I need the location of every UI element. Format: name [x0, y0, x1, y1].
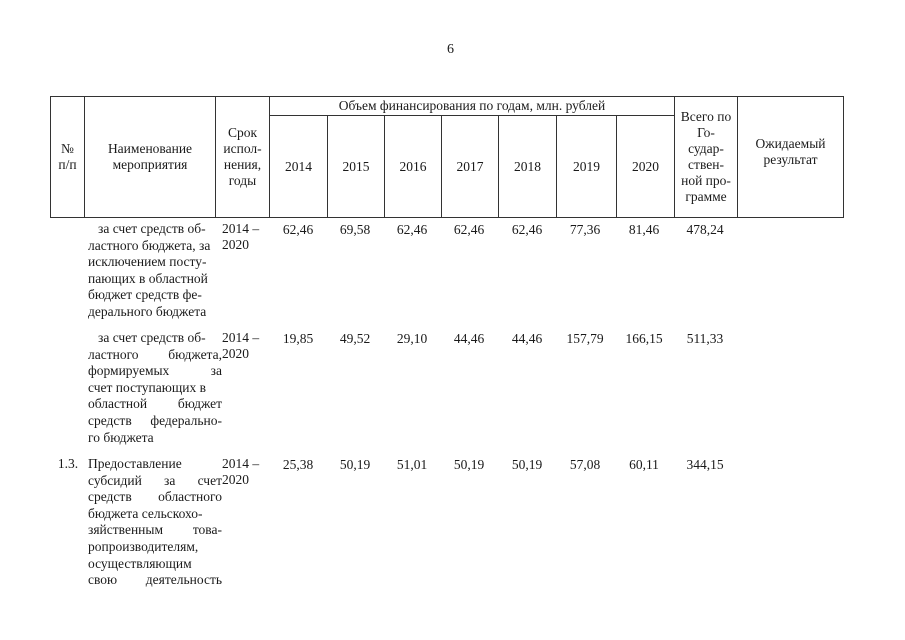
row-name: [88, 456, 222, 589]
row-name-line: областной бюджет: [88, 396, 222, 412]
row-value-2015: 50,19: [339, 457, 371, 472]
row-value-2017: 50,19: [453, 457, 485, 472]
row-term-line: 2014 –: [222, 330, 260, 345]
row-name-line: средств федерально-: [88, 412, 222, 428]
row-name-line: счет поступающих в: [88, 379, 206, 395]
header-funding-label: Объем финансирования по годам, млн. рублей: [338, 98, 606, 113]
row-total: 344,15: [686, 457, 724, 472]
header-result-label: Ожидаемый результат: [755, 136, 826, 167]
row-name-line: бюджет средств фе-: [88, 287, 202, 303]
row-total: 478,24: [686, 222, 724, 237]
row-value-2020: 166,15: [625, 331, 663, 346]
row-name: [88, 330, 222, 446]
row-term-line: 2020: [222, 472, 249, 487]
row-value-2015: 49,52: [339, 331, 371, 346]
header-year-2015: 2015: [342, 158, 370, 174]
row-name-line: свою деятельность: [88, 572, 222, 588]
header-year-2019: 2019: [573, 158, 600, 174]
row-value-2016: 62,46: [396, 222, 428, 237]
row-name-line: ластного бюджета, за: [88, 237, 211, 253]
header-year-2020: 2020: [632, 158, 659, 174]
row-term-line: 2014 –: [222, 456, 260, 471]
row-value-2018: 50,19: [511, 457, 543, 472]
row-term-line: 2020: [222, 237, 249, 252]
header-num-label: № п/п: [58, 141, 77, 172]
row-value-2019: 57,08: [569, 457, 601, 472]
row-value-2014: 25,38: [282, 457, 314, 472]
row-term: [222, 330, 268, 362]
row-value-2020: 81,46: [628, 222, 660, 237]
row-value-2015: 69,58: [339, 222, 371, 237]
row-name-line: формируемых за: [88, 363, 222, 379]
row-value-2016: 29,10: [396, 331, 428, 346]
row-term-line: 2014 –: [222, 221, 260, 236]
row-value-2018: 62,46: [511, 222, 543, 237]
row-term: [222, 221, 268, 253]
header-total-label: Всего по Го-судар-ствен-ной про-грамме: [680, 109, 732, 204]
row-name-line: субсидий за счет: [88, 472, 222, 488]
row-value-2019: 157,79: [566, 331, 604, 346]
header-year-2018: 2018: [514, 158, 541, 174]
row-term-line: 2020: [222, 346, 249, 361]
row-name-line: Предоставление: [88, 456, 182, 471]
row-name-line: пающих в областной: [88, 270, 208, 286]
row-name-line: средств областного: [88, 489, 222, 505]
row-name-line: за счет средств об-: [98, 221, 206, 236]
header-year-2016: 2016: [399, 158, 427, 174]
row-value-2019: 77,36: [569, 222, 601, 237]
row-total: 511,33: [686, 331, 724, 346]
row-value-2020: 60,11: [629, 457, 659, 472]
row-name-line: осуществляющим: [88, 555, 192, 571]
row-value-2014: 19,85: [282, 331, 314, 346]
row-value-2017: 44,46: [453, 331, 485, 346]
header-year-2014: 2014: [285, 158, 312, 174]
row-name-line: ропроизводителям,: [88, 538, 199, 554]
row-name-line: исключением посту-: [88, 254, 207, 270]
row-value-2018: 44,46: [511, 331, 543, 346]
header-term-label: Срок испол-нения, годы: [223, 125, 262, 188]
header-name-label: Наименование мероприятия: [107, 141, 193, 172]
row-value-2016: 51,01: [396, 457, 428, 472]
row-term: [222, 456, 268, 488]
row-name-line: зяйственным това-: [88, 522, 222, 538]
row-value-2014: 62,46: [282, 222, 314, 237]
page-number: 6: [447, 42, 454, 57]
row-name: [88, 221, 222, 321]
row-name-line: за счет средств об-: [98, 330, 206, 345]
row-name-line: дерального бюджета: [88, 303, 207, 319]
row-value-2017: 62,46: [453, 222, 485, 237]
row-name-line: ластного бюджета,: [88, 346, 222, 362]
row-name-line: го бюджета: [88, 429, 154, 445]
row-number: 1.3.: [57, 456, 79, 471]
header-year-2017: 2017: [456, 158, 484, 174]
row-name-line: бюджета сельскохо-: [88, 505, 203, 521]
